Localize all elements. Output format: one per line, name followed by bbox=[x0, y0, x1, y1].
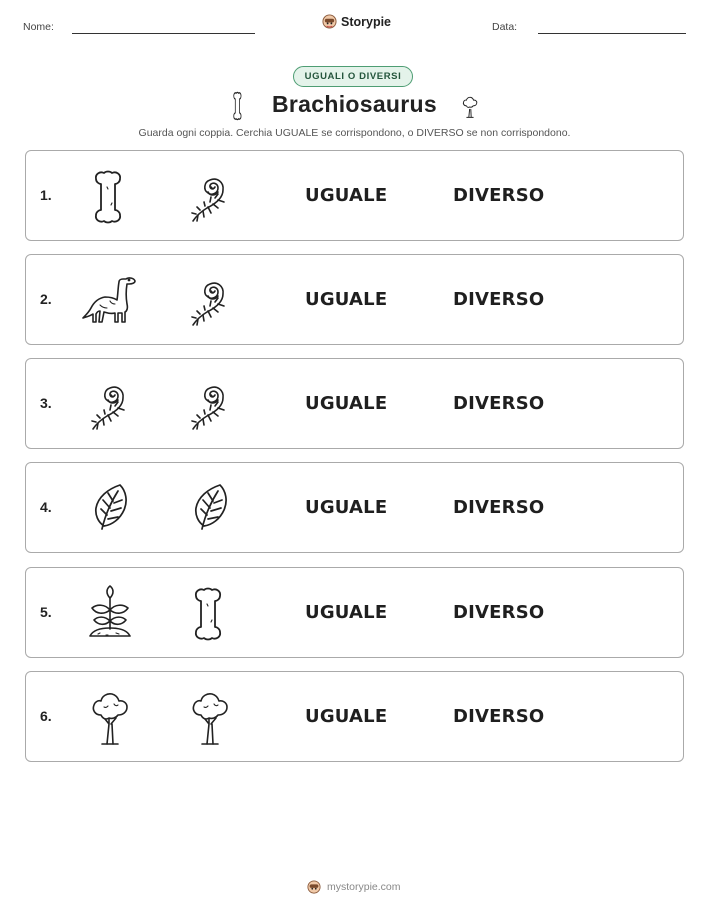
plant-icon bbox=[80, 584, 140, 644]
fern-icon bbox=[80, 375, 140, 435]
option-same[interactable]: UGUALE bbox=[305, 602, 388, 623]
date-field-line[interactable] bbox=[538, 33, 686, 34]
option-different[interactable]: DIVERSO bbox=[453, 602, 545, 623]
storypie-logo-icon bbox=[322, 14, 337, 29]
question-row bbox=[25, 150, 684, 241]
option-same[interactable]: UGUALE bbox=[305, 393, 388, 414]
storypie-logo-icon bbox=[307, 880, 321, 894]
tree-icon bbox=[458, 90, 482, 124]
tree-icon bbox=[180, 688, 240, 748]
question-number: 2. bbox=[40, 291, 52, 307]
name-field-line[interactable] bbox=[72, 33, 255, 34]
option-different[interactable]: DIVERSO bbox=[453, 289, 545, 310]
instructions: Guarda ogni coppia. Cerchia UGUALE se corrispondono, o DIVERSO se non corrispondono. bbox=[138, 127, 571, 139]
question-row bbox=[25, 254, 684, 345]
footer bbox=[307, 880, 401, 894]
dinosaur-icon bbox=[80, 271, 140, 331]
fern-icon bbox=[180, 271, 240, 331]
option-different[interactable]: DIVERSO bbox=[453, 497, 545, 518]
leaf-icon bbox=[80, 479, 140, 539]
question-number: 3. bbox=[40, 395, 52, 411]
tree-icon bbox=[80, 688, 140, 748]
option-different[interactable]: DIVERSO bbox=[453, 393, 545, 414]
name-label: Nome: bbox=[23, 21, 54, 33]
bone-icon bbox=[180, 584, 240, 644]
option-different[interactable]: DIVERSO bbox=[453, 185, 545, 206]
option-different[interactable]: DIVERSO bbox=[453, 706, 545, 727]
footer-url: mystorypie.com bbox=[327, 881, 401, 893]
question-row bbox=[25, 671, 684, 762]
leaf-icon bbox=[180, 479, 240, 539]
question-row bbox=[25, 358, 684, 449]
question-number: 4. bbox=[40, 499, 52, 515]
option-same[interactable]: UGUALE bbox=[305, 706, 388, 727]
question-number: 6. bbox=[40, 708, 52, 724]
option-same[interactable]: UGUALE bbox=[305, 289, 388, 310]
date-label: Data: bbox=[492, 21, 518, 33]
title-row bbox=[0, 88, 709, 124]
brand-logo bbox=[322, 14, 391, 29]
fern-icon bbox=[180, 375, 240, 435]
page-title: Brachiosaurus bbox=[272, 91, 437, 117]
fern-icon bbox=[180, 167, 240, 227]
question-row bbox=[25, 567, 684, 658]
worksheet-type-badge: UGUALI O DIVERSI bbox=[293, 66, 413, 87]
question-row bbox=[25, 462, 684, 553]
brand-name: Storypie bbox=[341, 14, 392, 29]
question-number: 5. bbox=[40, 604, 52, 620]
option-same[interactable]: UGUALE bbox=[305, 497, 388, 518]
question-number: 1. bbox=[40, 187, 52, 203]
bone-icon bbox=[80, 167, 140, 227]
option-same[interactable]: UGUALE bbox=[305, 185, 388, 206]
